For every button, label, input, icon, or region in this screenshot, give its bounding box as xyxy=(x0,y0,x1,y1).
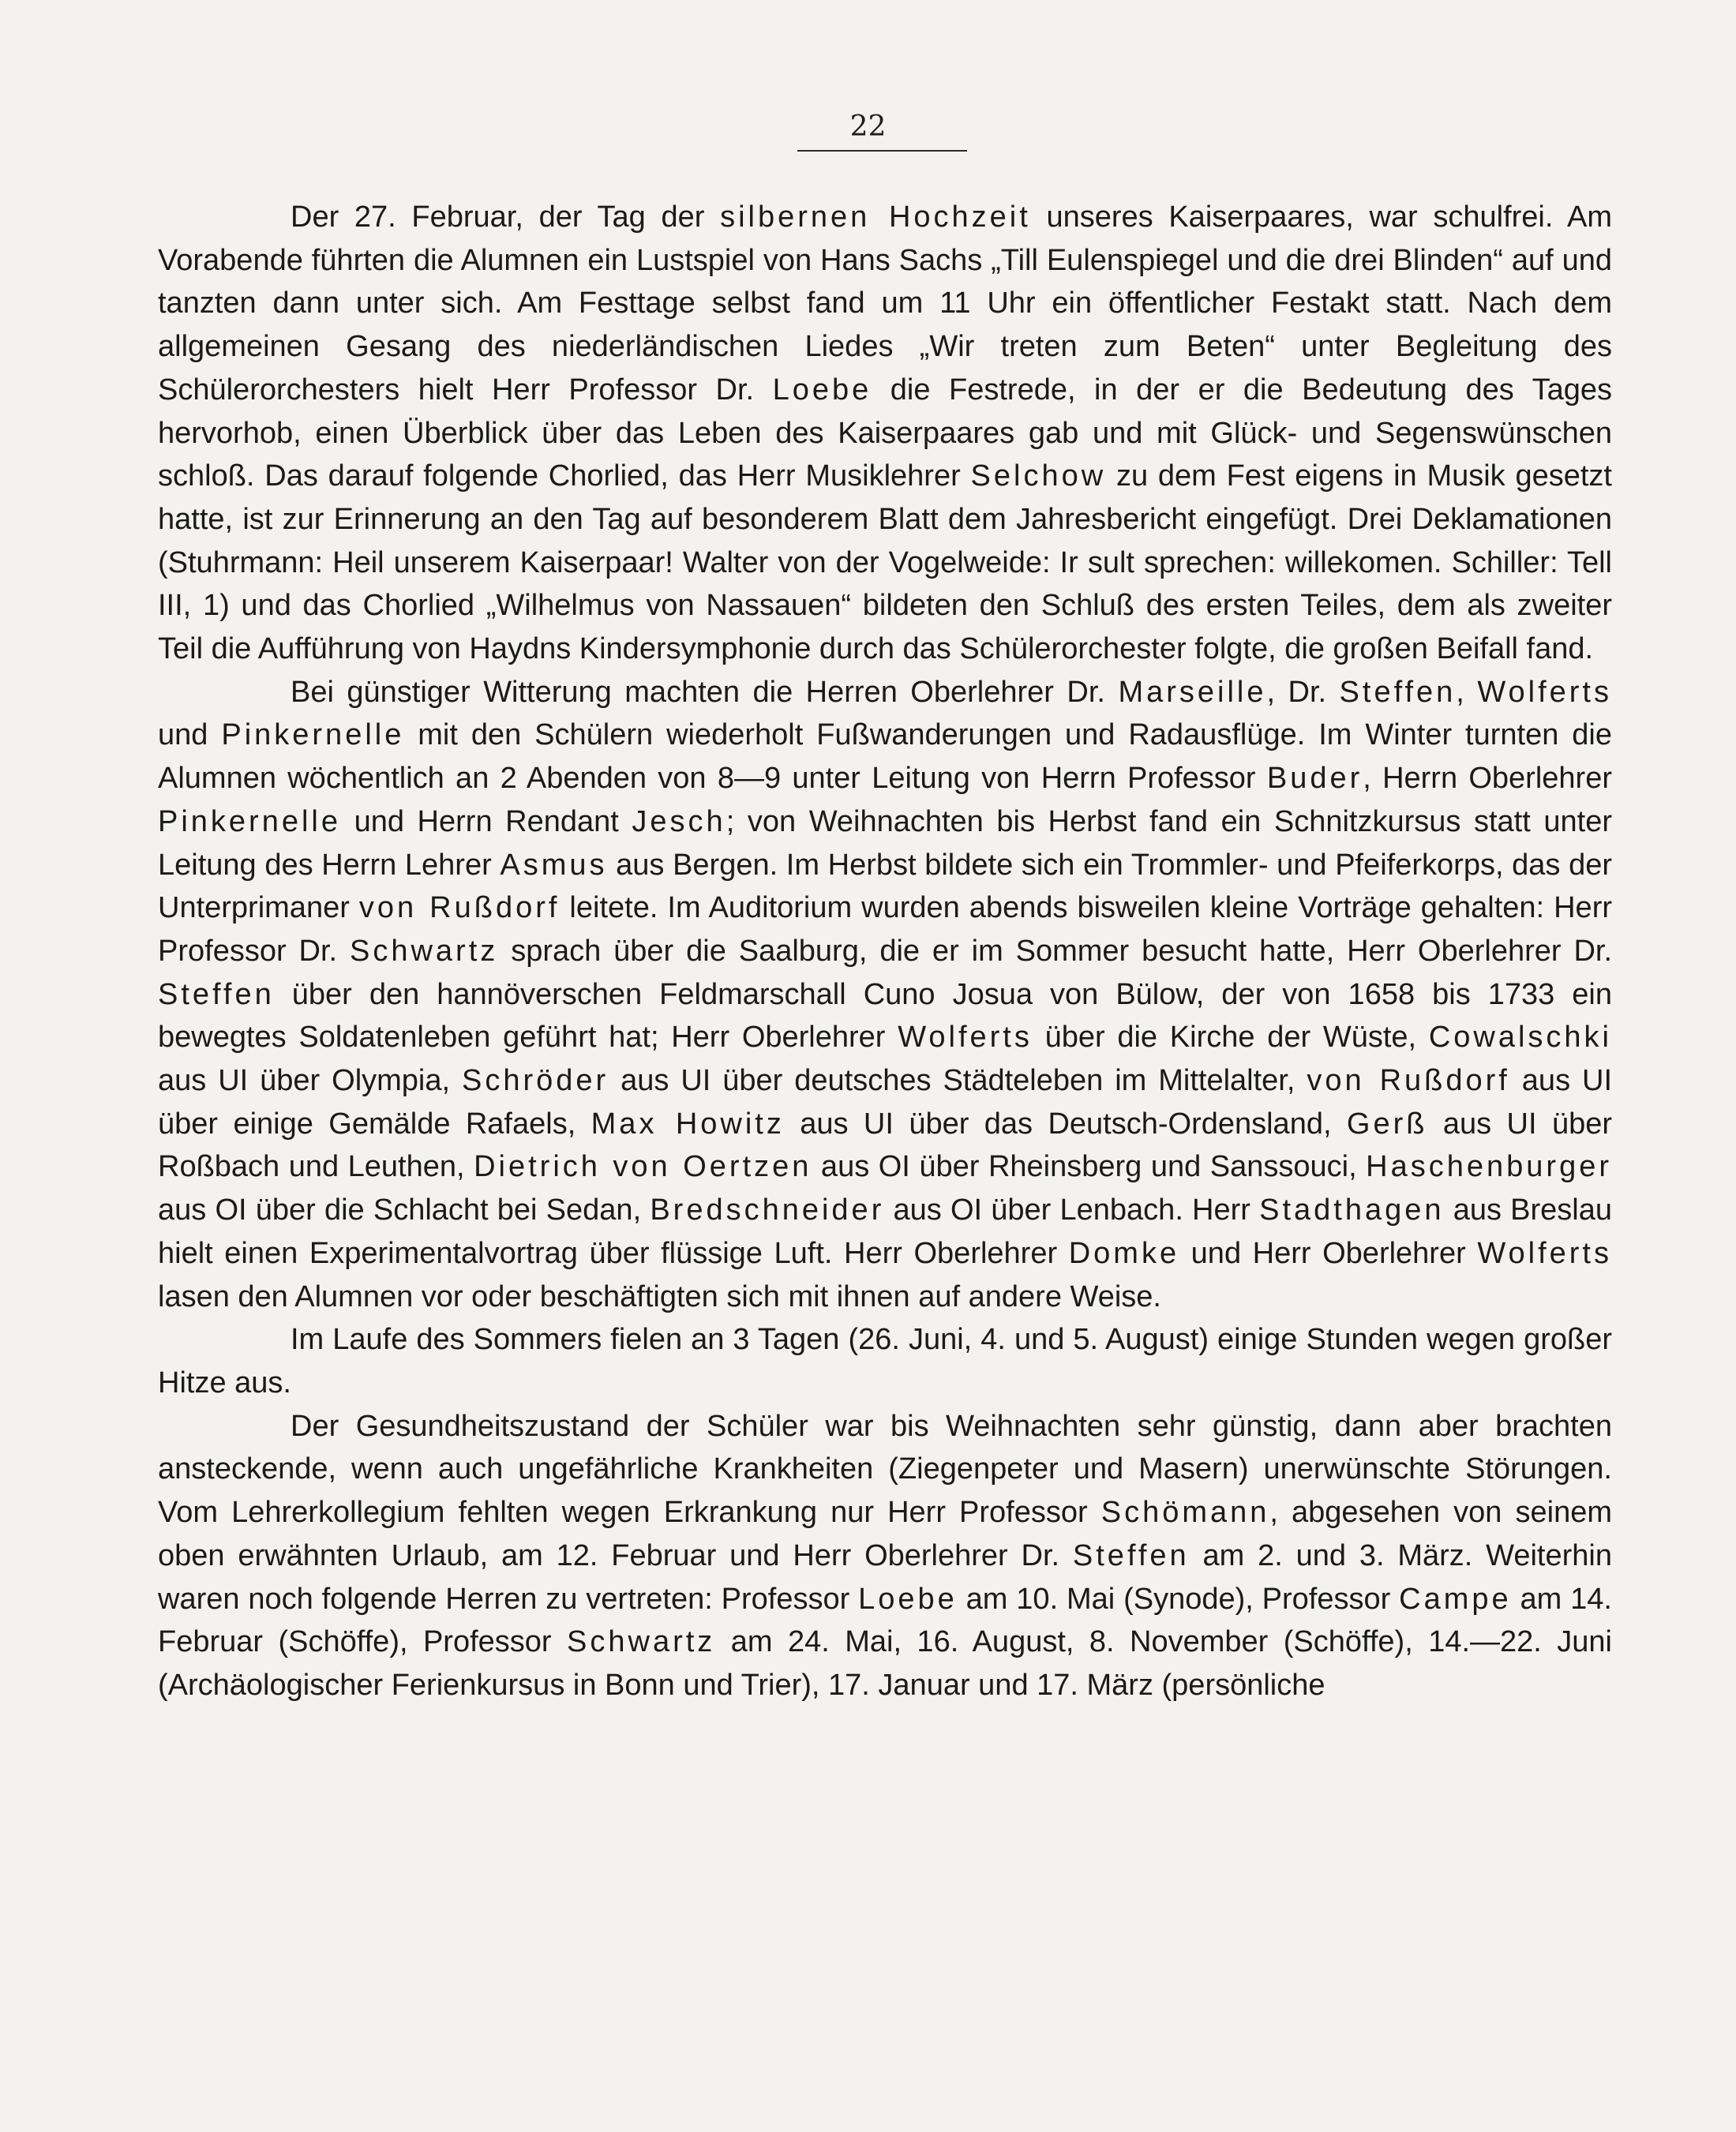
spaced-name: Cowalschki xyxy=(1428,1021,1612,1055)
page-number: 22 xyxy=(849,111,887,143)
spaced-name: Asmus xyxy=(500,848,608,882)
spaced-name: Wolferts xyxy=(1477,1236,1612,1270)
spaced-name: Pinkernelle xyxy=(221,718,405,752)
text-run: am 10. Mai (Synode), Professor xyxy=(957,1582,1400,1616)
spaced-name: Marseille xyxy=(1118,675,1267,709)
paragraph xyxy=(158,196,1612,671)
text-run: , abgesehen von seinem oben erwähnten Urlaub, am 12. Februar und Herr Oberlehrer Dr. xyxy=(158,1496,1612,1572)
text-run: aus Breslau hielt einen Experimentalvortrag über flüssige Luft. Herr Oberlehrer xyxy=(158,1193,1613,1270)
spaced-name: Max Howitz xyxy=(591,1107,785,1141)
text-run: Der Gesundheitszustand der Schüler war bis Weihnachten sehr günstig, dann aber brachten ansteckende, wenn auch ungefährliche Krankheiten (Ziegenpeter und Masern) unerwünschte Störungen. Vom Lehrerkollegium fehlten wegen Erkrankung nur Herr Professor xyxy=(158,1409,1612,1530)
text-run: und Herr Oberlehrer xyxy=(1179,1236,1478,1270)
text-run: aus UI über deutsches Städteleben im Mittelalter, xyxy=(609,1064,1307,1098)
spaced-name: Steffen xyxy=(158,977,275,1011)
spaced-name: Campe xyxy=(1399,1582,1512,1616)
spaced-name: Schömann xyxy=(1100,1496,1270,1530)
paragraph xyxy=(158,671,1612,1319)
text-run: über den hannöverschen Feldmarschall Cuno Josua von Bülow, der von 1658 bis 1733 ein bewegtes Soldatenleben geführt hat; Herr Oberlehrer xyxy=(158,977,1612,1055)
text-run: aus Bergen. Im Herbst bildete sich ein Trommler- und Pfeiferkorps, das der Unterprimaner xyxy=(158,848,1612,925)
text-run: unseres Kaiserpaares, war schulfrei. Am Vorabende führten die Alumnen ein Lustspiel von Hans Sachs „Till Eulenspiegel und die drei Blinden“ auf und tanzten dann unter sich. Am Festtage selbst fand um 11 Uhr ein öffentlicher Festakt statt. Nach dem allgemeinen Gesang des niederländischen Liedes „Wir treten zum Beten“ unter Begleitung des Schülerorchesters hielt Herr Professor Dr. xyxy=(158,200,1613,407)
spaced-name: Haschenburger xyxy=(1366,1150,1612,1184)
text-run: über die Kirche der Wüste, xyxy=(1032,1021,1429,1055)
spaced-name: Wolferts xyxy=(898,1021,1033,1055)
spaced-name: Steffen xyxy=(1339,675,1457,709)
text-run: Bei günstiger Witterung machten die Herren Oberlehrer Dr. xyxy=(291,675,1119,709)
text-run: aus UI über Roßbach und Leuthen, xyxy=(158,1107,1612,1184)
text-run: Der 27. Februar, der Tag der xyxy=(291,200,721,234)
spaced-name: Schwartz xyxy=(567,1625,716,1659)
text-run: leitete. Im Auditorium wurden abends bisweilen kleine Vorträge gehalten: Herr Professor Dr. xyxy=(158,891,1612,968)
spaced-name: Domke xyxy=(1068,1236,1180,1270)
body-text xyxy=(158,196,1612,1707)
spaced-name: Jesch xyxy=(632,804,726,838)
text-run: aus UI über einige Gemälde Rafaels, xyxy=(158,1064,1613,1141)
spaced-name: von Rußdorf xyxy=(358,891,561,925)
text-run: ; von Weihnachten bis Herbst fand ein Schnitzkursus statt unter Leitung des Herrn Lehrer xyxy=(158,804,1612,882)
spaced-name: Steffen xyxy=(1072,1538,1190,1572)
spaced-name: Bredschneider xyxy=(650,1193,885,1227)
text-run: und xyxy=(158,718,222,752)
text-run: aus UI über das Deutsch-Ordensland, xyxy=(784,1107,1347,1141)
spaced-name: Gerß xyxy=(1346,1107,1428,1141)
text-run: aus OI über Lenbach. Herr xyxy=(884,1193,1260,1227)
text-run: aus OI über die Schlacht bei Sedan, xyxy=(158,1193,651,1227)
text-run: zu dem Fest eigens in Musik gesetzt hatte, ist zur Erinnerung an den Tag auf besonderem Blatt dem Jahresbericht eingefügt. Drei Deklamationen (Stuhrmann: Heil unserem Kaiserpaar! Walter von der Vogelweide: Ir sult sprechen: willekomen. Schiller: Tell III, 1) und das Chorlied „Wilhelmus von Nassauen“ bildeten den Schluß des ersten Teiles, dem als zweiter Teil die Aufführung von Haydns Kindersymphonie durch das Schülerorchester folgte, die großen Beifall fand. xyxy=(158,459,1612,666)
spaced-name: Buder xyxy=(1266,762,1363,796)
spaced-name: Loebe xyxy=(858,1582,958,1616)
spaced-name: Schwartz xyxy=(350,934,499,968)
spaced-name: Stadthagen xyxy=(1259,1193,1445,1227)
page-number-rule xyxy=(797,150,967,152)
spaced-name: Dietrich von Oertzen xyxy=(474,1150,812,1184)
text-run: , xyxy=(1456,675,1478,709)
spaced-name: Pinkernelle xyxy=(158,804,341,838)
text-run: am 2. und 3. März. Weiterhin waren noch folgende Herren zu vertreten: Professor xyxy=(158,1538,1612,1616)
text-run: mit den Schülern wiederholt Fußwanderungen und Radausflüge. Im Winter turnten die Alumnen wöchentlich an 2 Abenden von 8—9 unter Leitung von Herrn Professor xyxy=(158,718,1612,796)
text-run: die Festrede, in der er die Bedeutung des Tages hervorhob, einen Überblick über das Leben des Kaiserpaares gab und mit Glück- und Segenswünschen schloß. Das darauf folgende Chorlied, das Herr Musiklehrer xyxy=(158,373,1612,493)
text-run: aus OI über Rheinsberg und Sanssouci, xyxy=(812,1150,1367,1184)
paragraph xyxy=(158,1405,1612,1707)
text-run: sprach über die Saalburg, die er im Sommer besucht hatte, Herr Oberlehrer Dr. xyxy=(498,934,1612,968)
spaced-name: Wolferts xyxy=(1477,675,1612,709)
text-run: Im Laufe des Sommers fielen an 3 Tagen (26. Juni, 4. und 5. August) einige Stunden wegen großer Hitze aus. xyxy=(158,1323,1612,1399)
text-run: am 24. Mai, 16. August, 8. November (Schöffe), 14.—22. Juni (Archäologischer Ferienkursus in Bonn und Trier), 17. Januar und 17. März (persönliche xyxy=(158,1625,1612,1702)
text-run: und Herrn Rendant xyxy=(341,804,632,838)
text-run: , Dr. xyxy=(1266,675,1340,709)
spaced-name: silbernen Hochzeit xyxy=(720,200,1031,234)
text-run: am 14. Februar (Schöffe), Professor xyxy=(158,1582,1612,1659)
spaced-name: Schröder xyxy=(462,1064,609,1098)
spaced-name: Loebe xyxy=(772,373,872,407)
text-run: , Herrn Oberlehrer xyxy=(1363,762,1612,796)
paragraph xyxy=(158,1318,1612,1404)
text-run: aus UI über Olympia, xyxy=(158,1064,462,1098)
spaced-name: Selchow xyxy=(970,459,1107,493)
text-run: lasen den Alumnen vor oder beschäftigten sich mit ihnen auf andere Weise. xyxy=(158,1280,1161,1313)
spaced-name: von Rußdorf xyxy=(1307,1064,1510,1098)
